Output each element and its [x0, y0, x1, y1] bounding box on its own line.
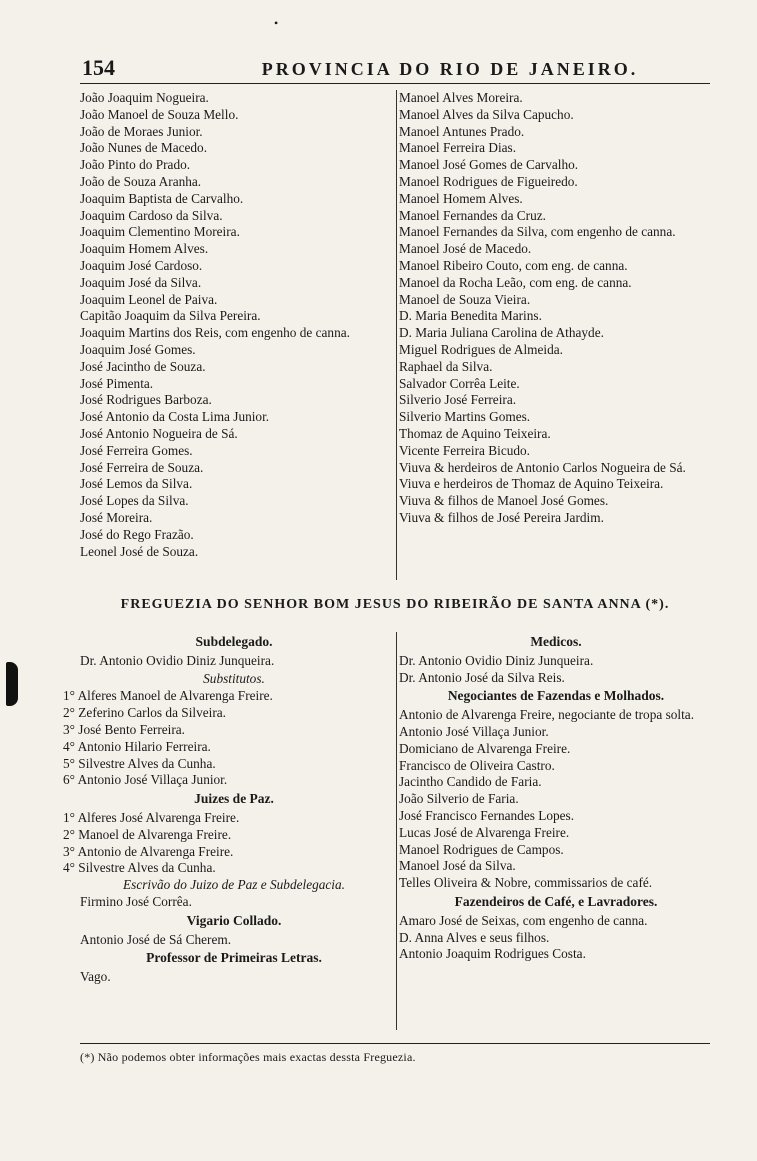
medico-item: Dr. Antonio Ovidio Diniz Junqueira.	[399, 652, 594, 668]
negociante-item: Antonio de Alvarenga Freire, negociante de tropa solta.	[399, 707, 695, 723]
list-item: José Antonio Nogueira de Sá.	[80, 425, 238, 441]
list-item: José Antonio da Costa Lima Junior.	[80, 409, 270, 425]
top-right-column	[396, 90, 713, 580]
list-item: Viuva e herdeiros de Thomaz de Aquino Teixeira.	[399, 476, 664, 492]
juiz-item	[63, 809, 388, 827]
negociante-item: Manoel José da Silva.	[399, 858, 516, 874]
item-number: 4°	[63, 860, 75, 876]
item-name: Antonio de Alvarenga Freire.	[77, 843, 234, 859]
list-item: Viuva & filhos de José Pereira Jardim.	[399, 509, 604, 525]
negociante-item: Manoel Rodrigues de Campos.	[399, 841, 564, 857]
substitute-item	[63, 738, 388, 756]
negociante-item: Lucas José de Alvarenga Freire.	[399, 824, 570, 840]
list-item: José Lopes da Silva.	[80, 493, 189, 509]
negociante-item: Antonio José Villaça Junior.	[399, 723, 549, 739]
substitute-item	[63, 755, 388, 773]
fazendeiro-item: Antonio Joaquim Rodrigues Costa.	[399, 946, 586, 962]
subdelegado-name: Dr. Antonio Ovidio Diniz Junqueira.	[80, 652, 275, 668]
list-item: Manoel de Souza Vieira.	[399, 291, 531, 307]
list-item: José Pimenta.	[80, 375, 154, 391]
list-item: Viuva & herdeiros de Antonio Carlos Nogueira de Sá.	[399, 459, 686, 475]
escrivao-name: Firmino José Corrêa.	[80, 893, 192, 909]
fazendeiro-item: Amaro José de Seixas, com engenho de canna.	[399, 912, 648, 928]
subdelegado-heading: Subdelegado.	[195, 634, 273, 649]
juiz-item	[63, 860, 388, 877]
medicos-heading: Medicos.	[530, 634, 582, 649]
negociante-item: João Silverio de Faria.	[399, 791, 519, 807]
item-number: 1°	[63, 688, 75, 704]
list-item: Silverio Martins Gomes.	[399, 409, 531, 425]
bottom-right-column	[396, 632, 713, 1030]
page-header	[80, 55, 710, 84]
list-item: Joaquim Cardoso da Silva.	[80, 207, 223, 223]
ink-mark: •	[274, 16, 279, 30]
list-item: Manoel Antunes Prado.	[399, 123, 525, 139]
list-item: Joaquim José da Silva.	[80, 274, 202, 290]
list-item: Manoel Alves Moreira.	[399, 90, 523, 105]
list-item: Joaquim Martins dos Reis, com engenho de canna.	[80, 325, 350, 341]
top-left-column	[80, 90, 388, 560]
list-item: Raphael da Silva.	[399, 358, 493, 374]
running-title: PROVINCIA DO RIO DE JANEIRO.	[261, 59, 639, 79]
medico-item: Dr. Antonio José da Silva Reis.	[399, 669, 565, 685]
item-number: 5°	[63, 755, 75, 771]
list-item: Capitão Joaquim da Silva Pereira.	[80, 308, 261, 324]
list-item: Joaquim Leonel de Paiva.	[80, 291, 218, 307]
negociante-item: José Francisco Fernandes Lopes.	[399, 807, 575, 823]
list-item: João Manoel de Souza Mello.	[80, 106, 239, 122]
juizes-heading: Juizes de Paz.	[194, 791, 274, 807]
juizes-list	[63, 809, 388, 877]
item-name: Zeferino Carlos da Silveira.	[78, 705, 226, 721]
list-item: Manoel Fernandes da Silva, com engenho de canna.	[399, 224, 676, 240]
list-item: Manoel Fernandes da Cruz.	[399, 207, 546, 223]
list-item: João Nunes de Macedo.	[80, 140, 208, 156]
item-number: 4°	[63, 738, 75, 754]
list-item: Manoel da Rocha Leão, com eng. de canna.	[399, 274, 632, 290]
list-item: José Ferreira Gomes.	[80, 442, 193, 458]
list-item: Salvador Corrêa Leite.	[399, 375, 520, 391]
item-number: 2°	[63, 826, 75, 842]
bottom-left-column	[63, 632, 388, 986]
list-item: Manoel Homem Alves.	[399, 190, 523, 206]
list-item: José Jacintho de Souza.	[80, 358, 206, 374]
list-item: Silverio José Ferreira.	[399, 392, 517, 408]
vigario-heading: Vigario Collado.	[186, 912, 282, 928]
list-item: Joaquim Baptista de Carvalho.	[80, 190, 244, 206]
list-item: José Ferreira de Souza.	[80, 459, 204, 475]
list-item: Manoel Alves da Silva Capucho.	[399, 106, 574, 122]
list-item: Manoel Ribeiro Couto, com eng. de canna.	[399, 257, 628, 273]
list-item: Manoel Ferreira Dias.	[399, 140, 517, 156]
list-item: João de Moraes Junior.	[80, 123, 203, 139]
list-item: Joaquim José Cardoso.	[80, 257, 203, 273]
negociante-item: Domiciano de Alvarenga Freire.	[399, 740, 571, 756]
fazendeiros-list	[399, 913, 713, 963]
item-name: Manoel de Alvarenga Freire.	[78, 826, 232, 842]
item-name: Silvestre Alves da Cunha.	[78, 860, 216, 876]
list-item: Viuva & filhos de Manoel José Gomes.	[399, 493, 609, 509]
list-item: D. Maria Juliana Carolina de Athayde.	[399, 325, 604, 341]
juiz-item	[63, 826, 388, 844]
list-item: Joaquim José Gomes.	[80, 341, 196, 357]
list-item: João Pinto do Prado.	[80, 157, 191, 173]
negociante-item: Telles Oliveira & Nobre, commissarios de café.	[399, 875, 653, 891]
fazendeiro-item: D. Anna Alves e seus filhos.	[399, 929, 550, 945]
page-number: 154	[82, 55, 115, 80]
professor-heading: Professor de Primeiras Letras.	[146, 950, 322, 966]
item-number: 3°	[63, 843, 75, 859]
list-item: Vicente Ferreira Bicudo.	[399, 442, 531, 458]
negociantes-heading: Negociantes de Fazendas e Molhados.	[447, 688, 665, 704]
professor-name: Vago.	[80, 969, 111, 985]
list-item: Manoel Rodrigues de Figueiredo.	[399, 173, 578, 189]
list-item: Joaquim Homem Alves.	[80, 241, 209, 257]
footnote: (*) Não podemos obter informações mais exactas dessta Freguezia.	[80, 1050, 416, 1064]
negociantes-list	[399, 707, 713, 892]
item-name: Antonio José Villaça Junior.	[77, 772, 228, 788]
item-name: Alferes José Alvarenga Freire.	[77, 809, 240, 825]
substitute-item	[63, 772, 388, 789]
list-item: José do Rego Frazão.	[80, 526, 194, 542]
vigario-name: Antonio José de Sá Cherem.	[80, 931, 232, 947]
item-name: José Bento Ferreira.	[78, 721, 186, 737]
item-number: 1°	[63, 809, 75, 825]
item-number: 6°	[63, 772, 75, 788]
list-item: João de Souza Aranha.	[80, 173, 202, 189]
list-item: Manoel José de Macedo.	[399, 241, 532, 257]
fazendeiros-heading: Fazendeiros de Café, e Lavradores.	[454, 893, 658, 909]
substitute-item	[63, 705, 388, 722]
list-item: José Moreira.	[80, 509, 153, 525]
item-name: Antonio Hilario Ferreira.	[77, 738, 211, 754]
list-item: D. Maria Benedita Marins.	[399, 308, 542, 324]
negociante-item: Jacintho Candido de Faria.	[399, 774, 542, 790]
list-item: Miguel Rodrigues de Almeida.	[399, 341, 563, 357]
escrivao-label: Escrivão do Juizo de Paz e Subdelegacia.	[123, 877, 345, 893]
item-number: 3°	[63, 721, 75, 737]
section-heading: FREGUEZIA DO SENHOR BOM JESUS DO RIBEIRÃO DE SANTA ANNA (*).	[120, 597, 670, 612]
item-number: 2°	[63, 705, 75, 721]
list-item: João Joaquim Nogueira.	[80, 90, 209, 105]
list-item: José Lemos da Silva.	[80, 476, 193, 492]
list-item: José Rodrigues Barboza.	[80, 392, 212, 408]
list-item: Leonel José de Souza.	[80, 543, 199, 559]
list-item: Manoel José Gomes de Carvalho.	[399, 157, 579, 173]
item-name: Silvestre Alves da Cunha.	[78, 755, 216, 771]
negociante-item: Francisco de Oliveira Castro.	[399, 757, 555, 773]
substitutes-list	[63, 688, 388, 789]
footer-rule	[80, 1043, 710, 1044]
substitutes-heading: Substitutos.	[203, 670, 265, 686]
substitute-item	[63, 688, 388, 705]
list-item: Thomaz de Aquino Teixeira.	[399, 425, 551, 441]
ink-blot	[6, 662, 18, 706]
list-item: Joaquim Clementino Moreira.	[80, 224, 240, 240]
medicos-list	[399, 653, 713, 687]
item-name: Alferes Manoel de Alvarenga Freire.	[77, 688, 273, 704]
substitute-item	[63, 721, 388, 739]
juiz-item	[63, 843, 388, 861]
